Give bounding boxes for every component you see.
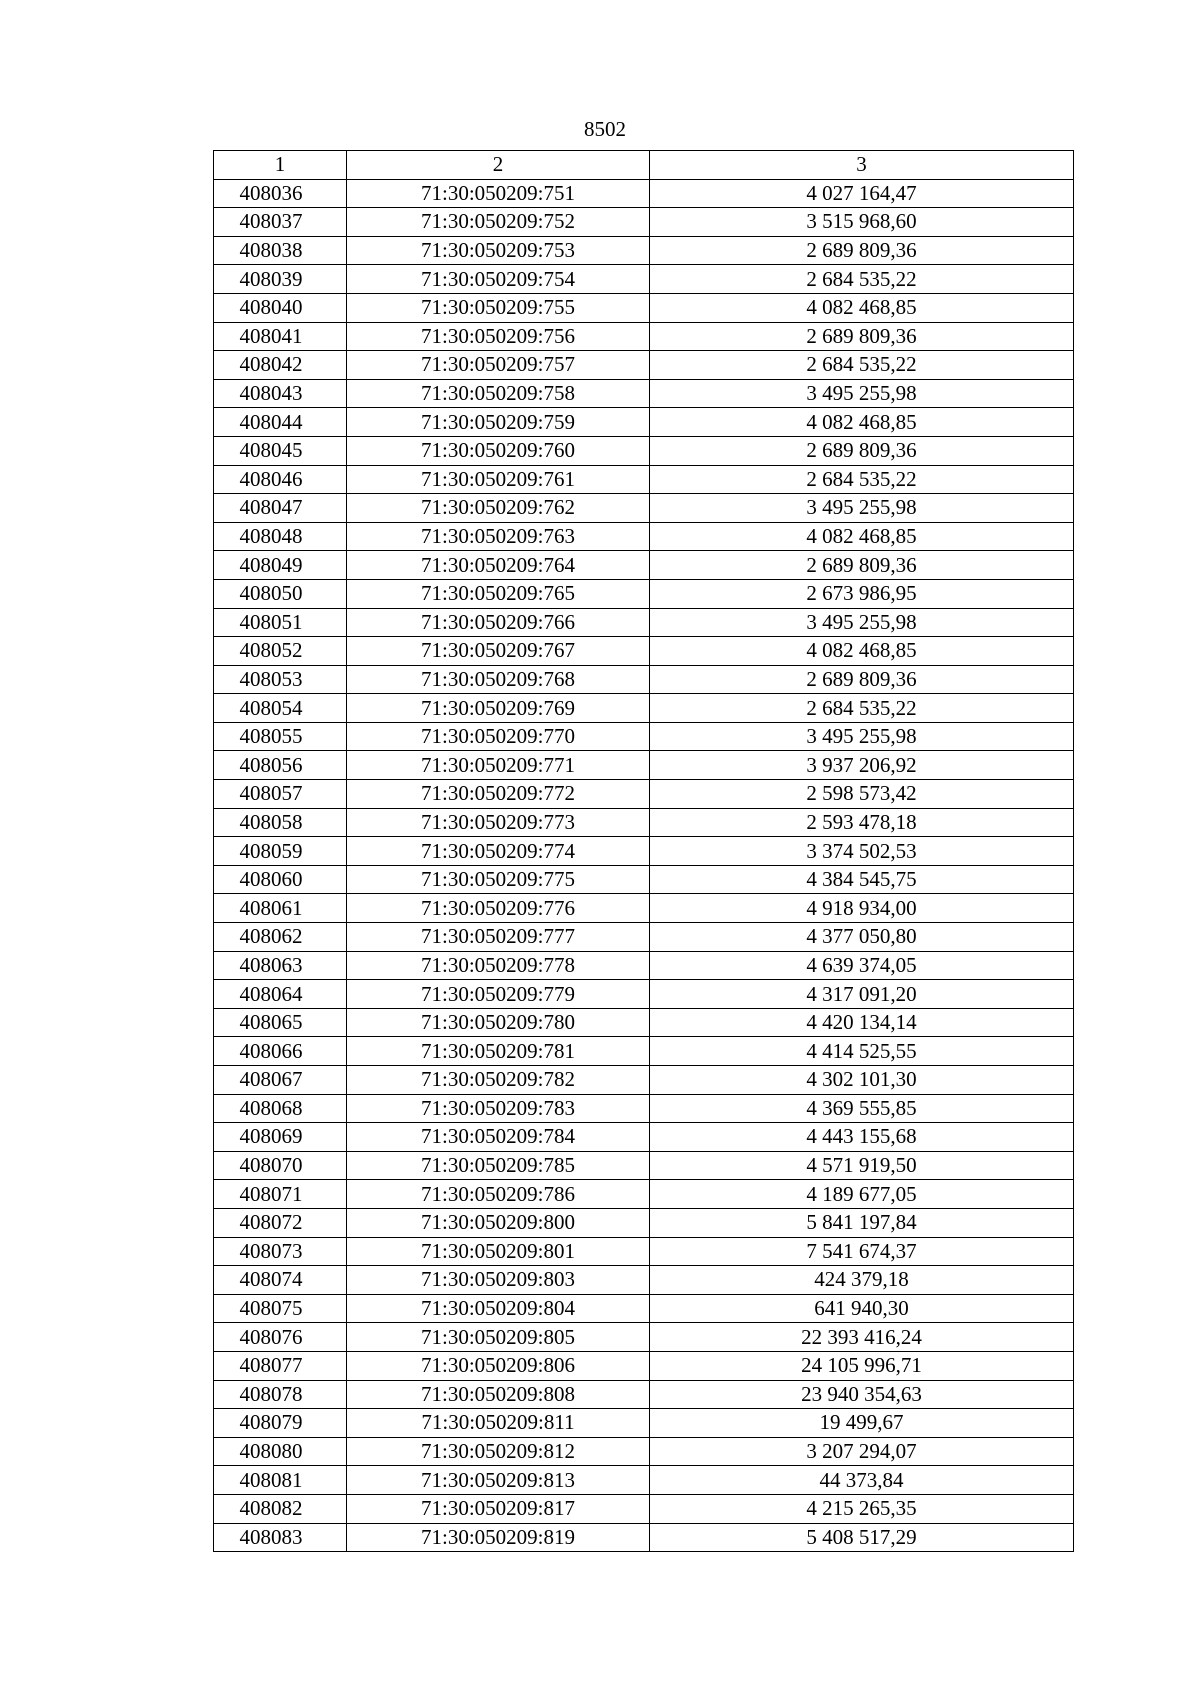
value-cell: 3 495 255,98 bbox=[650, 722, 1074, 751]
row-number-cell: 408082 bbox=[214, 1494, 347, 1523]
row-number-cell: 408046 bbox=[214, 465, 347, 494]
row-number-cell: 408053 bbox=[214, 665, 347, 694]
table-row bbox=[214, 1437, 1074, 1466]
cadastral-number-cell: 71:30:050209:785 bbox=[347, 1151, 650, 1180]
row-number-cell: 408075 bbox=[214, 1294, 347, 1323]
table-row bbox=[214, 293, 1074, 322]
table-row bbox=[214, 1494, 1074, 1523]
table-row bbox=[214, 408, 1074, 437]
value-cell: 2 673 986,95 bbox=[650, 579, 1074, 608]
value-cell: 2 689 809,36 bbox=[650, 665, 1074, 694]
table-row bbox=[214, 579, 1074, 608]
row-number-cell: 408081 bbox=[214, 1466, 347, 1495]
row-number-cell: 408041 bbox=[214, 322, 347, 351]
row-number-cell: 408063 bbox=[214, 951, 347, 980]
row-number-cell: 408062 bbox=[214, 923, 347, 952]
row-number-cell: 408044 bbox=[214, 408, 347, 437]
value-cell: 4 027 164,47 bbox=[650, 179, 1074, 208]
row-number-cell: 408078 bbox=[214, 1380, 347, 1409]
row-number-cell: 408066 bbox=[214, 1037, 347, 1066]
cadastral-number-cell: 71:30:050209:754 bbox=[347, 265, 650, 294]
cadastral-number-cell: 71:30:050209:768 bbox=[347, 665, 650, 694]
row-number-cell: 408074 bbox=[214, 1266, 347, 1295]
cadastral-number-cell: 71:30:050209:783 bbox=[347, 1094, 650, 1123]
cadastral-number-cell: 71:30:050209:762 bbox=[347, 494, 650, 523]
table-row bbox=[214, 1008, 1074, 1037]
row-number-cell: 408068 bbox=[214, 1094, 347, 1123]
table-row bbox=[214, 1151, 1074, 1180]
table-body bbox=[214, 179, 1074, 1552]
table-row bbox=[214, 751, 1074, 780]
column-header-1: 1 bbox=[214, 151, 347, 180]
value-cell: 4 639 374,05 bbox=[650, 951, 1074, 980]
value-cell: 3 515 968,60 bbox=[650, 208, 1074, 237]
row-number-cell: 408069 bbox=[214, 1123, 347, 1152]
table-row bbox=[214, 551, 1074, 580]
cadastral-number-cell: 71:30:050209:780 bbox=[347, 1008, 650, 1037]
table-row bbox=[214, 1208, 1074, 1237]
cadastral-number-cell: 71:30:050209:817 bbox=[347, 1494, 650, 1523]
table-row bbox=[214, 923, 1074, 952]
table-row bbox=[214, 637, 1074, 666]
cadastral-number-cell: 71:30:050209:769 bbox=[347, 694, 650, 723]
cadastral-number-cell: 71:30:050209:786 bbox=[347, 1180, 650, 1209]
row-number-cell: 408055 bbox=[214, 722, 347, 751]
value-cell: 4 420 134,14 bbox=[650, 1008, 1074, 1037]
row-number-cell: 408077 bbox=[214, 1351, 347, 1380]
cadastral-number-cell: 71:30:050209:779 bbox=[347, 980, 650, 1009]
cadastral-number-cell: 71:30:050209:760 bbox=[347, 436, 650, 465]
table-row bbox=[214, 951, 1074, 980]
value-cell: 4 189 677,05 bbox=[650, 1180, 1074, 1209]
row-number-cell: 408060 bbox=[214, 865, 347, 894]
row-number-cell: 408049 bbox=[214, 551, 347, 580]
value-cell: 3 207 294,07 bbox=[650, 1437, 1074, 1466]
cadastral-number-cell: 71:30:050209:763 bbox=[347, 522, 650, 551]
cadastral-number-cell: 71:30:050209:757 bbox=[347, 351, 650, 380]
row-number-cell: 408047 bbox=[214, 494, 347, 523]
cadastral-number-cell: 71:30:050209:811 bbox=[347, 1409, 650, 1438]
table-row bbox=[214, 1180, 1074, 1209]
table-row bbox=[214, 465, 1074, 494]
value-cell: 4 302 101,30 bbox=[650, 1066, 1074, 1095]
row-number-cell: 408043 bbox=[214, 379, 347, 408]
table-row bbox=[214, 1380, 1074, 1409]
value-cell: 4 082 468,85 bbox=[650, 408, 1074, 437]
value-cell: 641 940,30 bbox=[650, 1294, 1074, 1323]
row-number-cell: 408067 bbox=[214, 1066, 347, 1095]
table-row bbox=[214, 1266, 1074, 1295]
row-number-cell: 408054 bbox=[214, 694, 347, 723]
table-row bbox=[214, 808, 1074, 837]
value-cell: 2 689 809,36 bbox=[650, 236, 1074, 265]
table-row bbox=[214, 608, 1074, 637]
cadastral-number-cell: 71:30:050209:752 bbox=[347, 208, 650, 237]
data-table bbox=[213, 150, 1074, 1552]
column-header-2: 2 bbox=[347, 151, 650, 180]
table-row bbox=[214, 665, 1074, 694]
value-cell: 24 105 996,71 bbox=[650, 1351, 1074, 1380]
cadastral-number-cell: 71:30:050209:765 bbox=[347, 579, 650, 608]
table-row bbox=[214, 322, 1074, 351]
value-cell: 4 082 468,85 bbox=[650, 637, 1074, 666]
table-row bbox=[214, 1094, 1074, 1123]
value-cell: 4 215 265,35 bbox=[650, 1494, 1074, 1523]
value-cell: 7 541 674,37 bbox=[650, 1237, 1074, 1266]
row-number-cell: 408079 bbox=[214, 1409, 347, 1438]
row-number-cell: 408038 bbox=[214, 236, 347, 265]
table-row bbox=[214, 1294, 1074, 1323]
row-number-cell: 408045 bbox=[214, 436, 347, 465]
row-number-cell: 408064 bbox=[214, 980, 347, 1009]
table-row bbox=[214, 522, 1074, 551]
row-number-cell: 408037 bbox=[214, 208, 347, 237]
value-cell: 4 082 468,85 bbox=[650, 293, 1074, 322]
table-row bbox=[214, 1351, 1074, 1380]
table-row bbox=[214, 1466, 1074, 1495]
table-row bbox=[214, 1037, 1074, 1066]
table-row bbox=[214, 1123, 1074, 1152]
value-cell: 4 571 919,50 bbox=[650, 1151, 1074, 1180]
value-cell: 2 684 535,22 bbox=[650, 465, 1074, 494]
row-number-cell: 408073 bbox=[214, 1237, 347, 1266]
row-number-cell: 408042 bbox=[214, 351, 347, 380]
cadastral-number-cell: 71:30:050209:764 bbox=[347, 551, 650, 580]
page-number-text: 8502 bbox=[584, 117, 626, 141]
row-number-cell: 408071 bbox=[214, 1180, 347, 1209]
value-cell: 5 408 517,29 bbox=[650, 1523, 1074, 1552]
header-row bbox=[214, 151, 1074, 180]
cadastral-number-cell: 71:30:050209:770 bbox=[347, 722, 650, 751]
value-cell: 22 393 416,24 bbox=[650, 1323, 1074, 1352]
table-row bbox=[214, 1066, 1074, 1095]
value-cell: 424 379,18 bbox=[650, 1266, 1074, 1295]
table-row bbox=[214, 265, 1074, 294]
cadastral-number-cell: 71:30:050209:777 bbox=[347, 923, 650, 952]
value-cell: 23 940 354,63 bbox=[650, 1380, 1074, 1409]
row-number-cell: 408039 bbox=[214, 265, 347, 294]
table-row bbox=[214, 1409, 1074, 1438]
cadastral-number-cell: 71:30:050209:782 bbox=[347, 1066, 650, 1095]
table-row bbox=[214, 351, 1074, 380]
row-number-cell: 408036 bbox=[214, 179, 347, 208]
value-cell: 3 937 206,92 bbox=[650, 751, 1074, 780]
value-cell: 2 684 535,22 bbox=[650, 694, 1074, 723]
table-row bbox=[214, 379, 1074, 408]
value-cell: 3 495 255,98 bbox=[650, 494, 1074, 523]
value-cell: 3 495 255,98 bbox=[650, 379, 1074, 408]
cadastral-number-cell: 71:30:050209:806 bbox=[347, 1351, 650, 1380]
cadastral-number-cell: 71:30:050209:761 bbox=[347, 465, 650, 494]
table-row bbox=[214, 208, 1074, 237]
table-row bbox=[214, 837, 1074, 866]
value-cell: 4 443 155,68 bbox=[650, 1123, 1074, 1152]
cadastral-number-cell: 71:30:050209:751 bbox=[347, 179, 650, 208]
value-cell: 4 414 525,55 bbox=[650, 1037, 1074, 1066]
table-row bbox=[214, 1523, 1074, 1552]
cadastral-number-cell: 71:30:050209:781 bbox=[347, 1037, 650, 1066]
cadastral-number-cell: 71:30:050209:753 bbox=[347, 236, 650, 265]
cadastral-number-cell: 71:30:050209:755 bbox=[347, 293, 650, 322]
row-number-cell: 408080 bbox=[214, 1437, 347, 1466]
cadastral-number-cell: 71:30:050209:776 bbox=[347, 894, 650, 923]
value-cell: 4 369 555,85 bbox=[650, 1094, 1074, 1123]
row-number-cell: 408061 bbox=[214, 894, 347, 923]
value-cell: 2 684 535,22 bbox=[650, 351, 1074, 380]
cadastral-number-cell: 71:30:050209:778 bbox=[347, 951, 650, 980]
row-number-cell: 408058 bbox=[214, 808, 347, 837]
row-number-cell: 408059 bbox=[214, 837, 347, 866]
cadastral-number-cell: 71:30:050209:771 bbox=[347, 751, 650, 780]
value-cell: 44 373,84 bbox=[650, 1466, 1074, 1495]
value-cell: 4 377 050,80 bbox=[650, 923, 1074, 952]
cadastral-number-cell: 71:30:050209:812 bbox=[347, 1437, 650, 1466]
value-cell: 5 841 197,84 bbox=[650, 1208, 1074, 1237]
value-cell: 4 918 934,00 bbox=[650, 894, 1074, 923]
value-cell: 2 684 535,22 bbox=[650, 265, 1074, 294]
value-cell: 4 082 468,85 bbox=[650, 522, 1074, 551]
table-row bbox=[214, 1237, 1074, 1266]
row-number-cell: 408072 bbox=[214, 1208, 347, 1237]
value-cell: 2 689 809,36 bbox=[650, 436, 1074, 465]
cadastral-number-cell: 71:30:050209:772 bbox=[347, 780, 650, 809]
value-cell: 19 499,67 bbox=[650, 1409, 1074, 1438]
table-row bbox=[214, 980, 1074, 1009]
table-row bbox=[214, 1323, 1074, 1352]
cadastral-number-cell: 71:30:050209:766 bbox=[347, 608, 650, 637]
cadastral-number-cell: 71:30:050209:803 bbox=[347, 1266, 650, 1295]
cadastral-number-cell: 71:30:050209:758 bbox=[347, 379, 650, 408]
row-number-cell: 408048 bbox=[214, 522, 347, 551]
value-cell: 2 598 573,42 bbox=[650, 780, 1074, 809]
row-number-cell: 408050 bbox=[214, 579, 347, 608]
row-number-cell: 408040 bbox=[214, 293, 347, 322]
table-row bbox=[214, 236, 1074, 265]
cadastral-number-cell: 71:30:050209:773 bbox=[347, 808, 650, 837]
table-header bbox=[214, 151, 1074, 180]
cadastral-number-cell: 71:30:050209:805 bbox=[347, 1323, 650, 1352]
page-number bbox=[0, 117, 1200, 141]
value-cell: 2 593 478,18 bbox=[650, 808, 1074, 837]
cadastral-number-cell: 71:30:050209:800 bbox=[347, 1208, 650, 1237]
row-number-cell: 408070 bbox=[214, 1151, 347, 1180]
value-cell: 4 317 091,20 bbox=[650, 980, 1074, 1009]
cadastral-number-cell: 71:30:050209:819 bbox=[347, 1523, 650, 1552]
table-row bbox=[214, 494, 1074, 523]
cadastral-number-cell: 71:30:050209:801 bbox=[347, 1237, 650, 1266]
row-number-cell: 408065 bbox=[214, 1008, 347, 1037]
row-number-cell: 408051 bbox=[214, 608, 347, 637]
table-row bbox=[214, 179, 1074, 208]
column-header-3: 3 bbox=[650, 151, 1074, 180]
cadastral-number-cell: 71:30:050209:808 bbox=[347, 1380, 650, 1409]
cadastral-number-cell: 71:30:050209:804 bbox=[347, 1294, 650, 1323]
value-cell: 2 689 809,36 bbox=[650, 322, 1074, 351]
cadastral-number-cell: 71:30:050209:767 bbox=[347, 637, 650, 666]
cadastral-number-cell: 71:30:050209:775 bbox=[347, 865, 650, 894]
cadastral-number-cell: 71:30:050209:774 bbox=[347, 837, 650, 866]
cadastral-number-cell: 71:30:050209:756 bbox=[347, 322, 650, 351]
cadastral-number-cell: 71:30:050209:813 bbox=[347, 1466, 650, 1495]
table-row bbox=[214, 436, 1074, 465]
row-number-cell: 408076 bbox=[214, 1323, 347, 1352]
row-number-cell: 408052 bbox=[214, 637, 347, 666]
table-row bbox=[214, 694, 1074, 723]
row-number-cell: 408056 bbox=[214, 751, 347, 780]
table-row bbox=[214, 865, 1074, 894]
row-number-cell: 408057 bbox=[214, 780, 347, 809]
value-cell: 2 689 809,36 bbox=[650, 551, 1074, 580]
value-cell: 4 384 545,75 bbox=[650, 865, 1074, 894]
cadastral-number-cell: 71:30:050209:784 bbox=[347, 1123, 650, 1152]
value-cell: 3 495 255,98 bbox=[650, 608, 1074, 637]
cadastral-number-cell: 71:30:050209:759 bbox=[347, 408, 650, 437]
value-cell: 3 374 502,53 bbox=[650, 837, 1074, 866]
row-number-cell: 408083 bbox=[214, 1523, 347, 1552]
table-row bbox=[214, 722, 1074, 751]
table-row bbox=[214, 780, 1074, 809]
table-row bbox=[214, 894, 1074, 923]
